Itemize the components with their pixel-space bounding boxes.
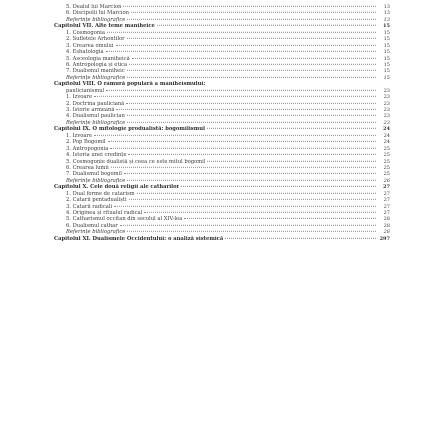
toc-entry-page: 23 (383, 119, 390, 126)
toc-entry-page: 15 (383, 42, 390, 49)
toc-entry-title: 4. Originea și ritualul radical (66, 210, 143, 216)
dot-leader (137, 192, 376, 193)
toc-entry-title: 4. Istoria unei credințe (66, 152, 127, 159)
dot-leader (108, 141, 376, 142)
toc-entry-page: 28 (383, 216, 390, 223)
dot-leader (111, 167, 376, 168)
dot-leader (127, 70, 376, 71)
toc-entry-page: 23 (383, 100, 390, 107)
toc-entry-page: 27 (383, 203, 390, 210)
dot-leader (207, 128, 376, 129)
toc-entry-page: 15 (383, 55, 390, 62)
toc-entry-title: 6. Discipolii lui Marcion (66, 10, 129, 17)
toc-entry-title: 2. Sufletele Arhontilor (66, 36, 125, 43)
toc-entry-title: Referințe bibliografice (66, 74, 126, 81)
toc-entry-title: 2. Pop Bogomil (66, 139, 106, 146)
dot-leader (184, 218, 376, 219)
toc-entry-page: 15 (383, 61, 390, 68)
dot-leader (127, 115, 376, 116)
toc-entry-title: Referințe bibliografice (66, 229, 126, 236)
toc-entry-page: 15 (383, 74, 390, 81)
toc-entry-page: 24 (383, 139, 390, 146)
dot-leader (127, 231, 376, 232)
toc-entry-page: 13 (383, 4, 390, 10)
dot-leader (127, 180, 376, 181)
toc-entry-title: 6. Crearea lumii (66, 164, 109, 171)
toc-entry-page: 25 (383, 158, 390, 165)
toc-entry-title: Referințe bibliografice (66, 16, 126, 23)
dot-leader (116, 44, 376, 45)
toc-entry-page: 25 (383, 152, 390, 159)
toc-entry-page: 28 (383, 229, 390, 236)
table-of-contents (54, 4, 390, 242)
toc-entry-page: 13 (383, 10, 390, 17)
toc-entry-page: 28 (383, 222, 390, 229)
toc-entry-page: 26 (383, 177, 390, 184)
dot-leader (94, 135, 376, 136)
toc-entry-title: paulicianismul (66, 87, 105, 94)
dot-leader (123, 6, 376, 7)
toc-entry-page: 15 (383, 68, 390, 75)
toc-entry-title: 6. Antropologia și etica (66, 61, 128, 68)
dot-leader (106, 89, 376, 90)
toc-entry-title: Capitolul VIII. O ramură populară a maniheismului: (54, 81, 206, 88)
toc-entry-page: 15 (383, 29, 390, 36)
toc-entry-page: 23 (383, 113, 390, 120)
toc-entry-page: 23 (383, 94, 390, 101)
dot-leader (129, 64, 376, 65)
toc-entry-title: 7. Dualismul maniheic (66, 68, 125, 75)
dot-leader (127, 122, 376, 123)
toc-entry-page: 15 (383, 23, 390, 30)
toc-entry-title: 1. Izvoare (66, 94, 93, 101)
toc-entry-page: 27 (383, 197, 390, 204)
dot-leader (132, 57, 376, 58)
dot-leader (114, 205, 376, 206)
toc-entry-page: 297 (379, 235, 390, 242)
dot-leader (120, 225, 376, 226)
toc-entry-title: Capitolul IX. O mitologie produalistă: bogomilismul (54, 126, 205, 133)
dot-leader (207, 160, 376, 161)
dot-leader (129, 199, 376, 200)
toc-entry-page: 15 (383, 36, 390, 43)
dot-leader (144, 212, 376, 213)
toc-entry-page: 13 (383, 16, 390, 23)
dot-leader (127, 38, 376, 39)
dot-leader (94, 96, 376, 97)
dot-leader (131, 12, 376, 13)
toc-entry-title: Referințe bibliografice (66, 177, 126, 184)
toc-entry-title: 1. Dual forme de catarism (66, 190, 135, 197)
dot-leader (225, 238, 376, 239)
dot-leader (127, 77, 376, 78)
toc-entry-title: 5. Asceologia maniheică (66, 55, 130, 62)
toc-entry-page: 27 (383, 210, 390, 216)
dot-leader (126, 102, 376, 103)
dot-leader (107, 32, 376, 33)
toc-entry-title: 5. Dealul lui Marcion (66, 4, 122, 10)
dot-leader (157, 25, 376, 26)
dot-leader (128, 154, 376, 155)
toc-entry-title: 3. Istorie armeană (66, 107, 115, 113)
dot-leader (110, 147, 376, 148)
toc-entry-page: 25 (383, 164, 390, 171)
toc-entry-title: 5. Catharismul occitan din secolul al XIV-lea (66, 216, 183, 223)
toc-entry-title: Capitolul XI. Dualismele Occidentului: o analiză sistemică (54, 235, 224, 242)
toc-entry-title: Capitolul X. Cele două religii ale catharilor (54, 184, 180, 191)
toc-entry-title: 5. Cosmogonie dualistă și ceea ce este mitul bogomil (66, 158, 206, 165)
toc-entry-page: 15 (383, 49, 390, 56)
toc-entry-title: 4. Dualismul paulician (66, 113, 125, 120)
toc-entry (54, 236, 390, 242)
toc-entry-title: 1. Izvoare (66, 132, 93, 139)
toc-entry-title: 3. Catarii radicali (66, 203, 113, 210)
toc-entry-page: 24 (383, 132, 390, 139)
toc-entry-page: 23 (383, 87, 390, 94)
toc-entry-page: 25 (383, 145, 390, 152)
toc-entry-title: 1. Cosmogonia (66, 29, 105, 36)
toc-entry-title: 6. Dualismul cathar (66, 222, 118, 229)
toc-entry-title: 2. Catarii pentadualiști (66, 197, 127, 204)
dot-leader (116, 109, 376, 110)
toc-entry-page: 23 (383, 107, 390, 113)
toc-entry-page: 24 (383, 126, 390, 133)
toc-entry-page: 27 (383, 184, 390, 191)
toc-entry-title: 7. Dualismul bogomil (66, 171, 122, 178)
toc-entry-title: 2. Doctrina pauliciană (66, 100, 125, 107)
toc-entry-title: Capitolul VII. Alte teme maniheice (54, 23, 155, 30)
dot-leader (127, 19, 376, 20)
toc-entry-title: 3. Antropogonia (66, 145, 109, 152)
toc-entry-page: 27 (383, 190, 390, 197)
dot-leader (124, 173, 376, 174)
dot-leader (181, 186, 376, 187)
toc-entry-title: Referințe bibliografice (66, 119, 126, 126)
toc-entry-page: 25 (383, 171, 390, 178)
toc-entry-title: 4. Eshatologia (66, 49, 104, 56)
dot-leader (106, 51, 376, 52)
toc-entry-title: 3. Crearea omului (66, 42, 114, 49)
